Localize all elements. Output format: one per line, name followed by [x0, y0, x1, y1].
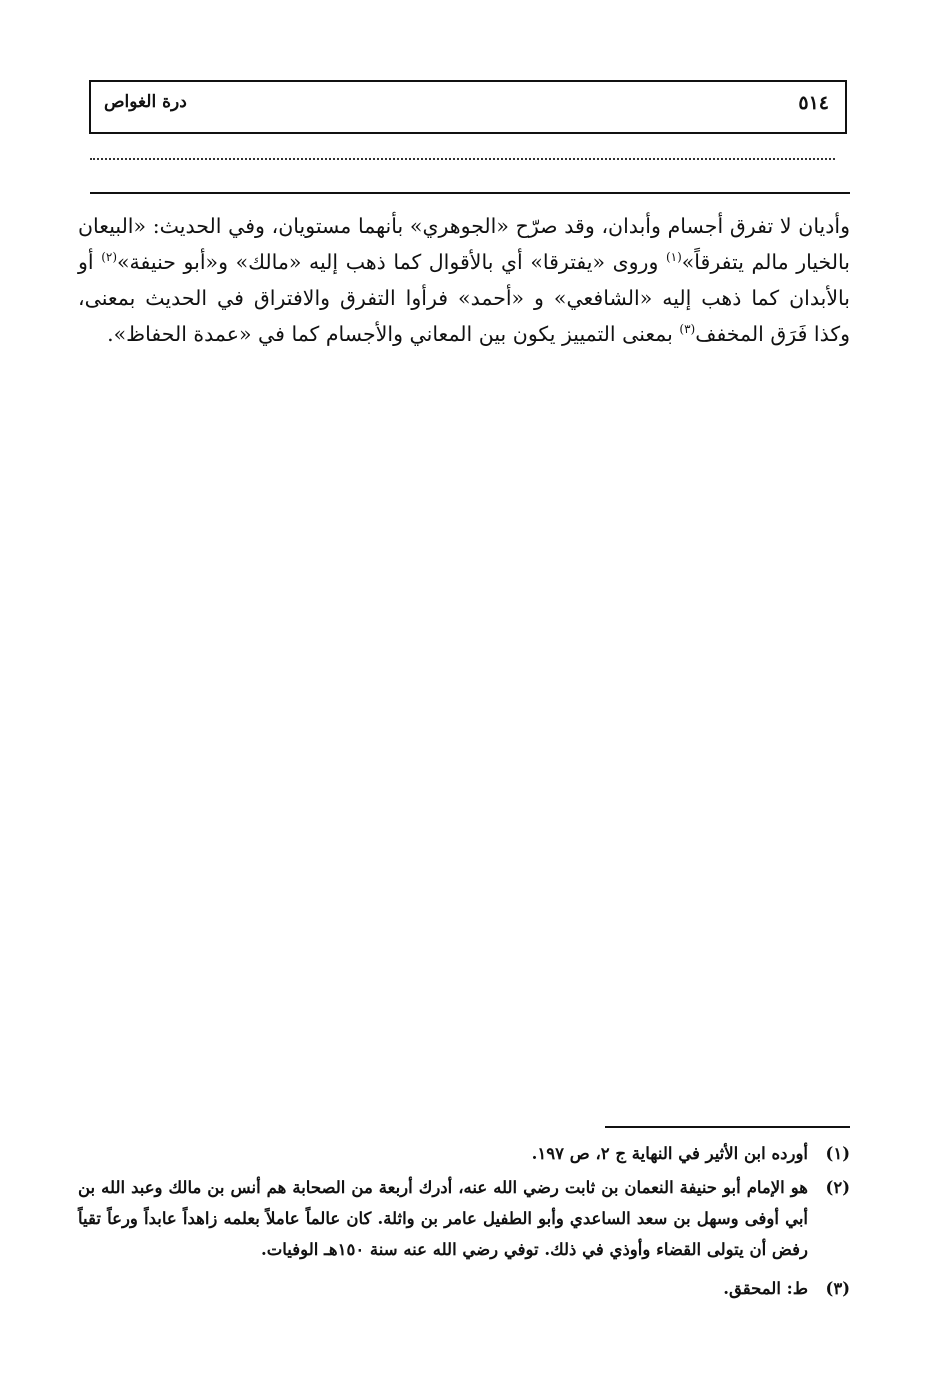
footnote-2: [78, 1172, 850, 1265]
footnote-text: ط: المحقق.: [723, 1279, 808, 1298]
footnote-text: أورده ابن الأثير في النهاية ج ٢، ص ١٩٧.: [531, 1144, 808, 1163]
footnote-marker-3: (٣): [679, 322, 696, 337]
text-segment-3: أو بالأبدان كما ذهب إليه «الشافعي» و «أحمد» فرأوا التفرق والافتراق في الحديث بمعنى، وكذا فَرَق المخفف: [78, 250, 850, 346]
paragraph-text: [78, 208, 850, 352]
footnote-1: [78, 1138, 850, 1169]
footnote-number: (٣): [825, 1279, 850, 1298]
running-header-title: درة الغواص: [104, 92, 187, 112]
footnote-marker-1: (١): [665, 250, 682, 265]
footnote-number: (٢): [825, 1178, 850, 1197]
footnote-separator: [605, 1126, 850, 1128]
text-segment-2: وروى «يفترقا» أي بالأقوال كما ذهب إليه «مالك» و«أبو حنيفة»: [117, 250, 666, 274]
footnote-text: هو الإمام أبو حنيفة النعمان بن ثابت رضي الله عنه، أدرك أربعة من الصحابة هم أنس بن مالك وعبد الله بن أبي أوفى وسهل بن سعد الساعدي وأبو الطفيل عامر بن واثلة. كان عالماً عاملاً بعلمه زاهداً عابداً ورعاً تقياً رفض أن يتولى القضاء وأوذي في ذلك. توفي رضي الله عنه سنة ١٥٠هـ الوفيات.: [78, 1178, 808, 1259]
footnote-3: [78, 1273, 850, 1304]
running-header-box: [89, 80, 847, 134]
text-top-rule: [90, 192, 850, 194]
page-number: ٥١٤: [798, 92, 829, 114]
footnote-marker-2: (٢): [101, 250, 118, 265]
text-segment-1: وأديان لا تفرق أجسام وأبدان، وقد صرّح «الجوهري» بأنهما مستويان، وفي الحديث: «البيعان بالخيار مالم يتفرقاً»: [78, 214, 850, 274]
main-paragraph: [78, 208, 850, 352]
dotted-separator: [90, 158, 835, 160]
footnotes-section: [78, 1138, 850, 1307]
text-segment-4: بمعنى التمييز يكون بين المعاني والأجسام كما في «عمدة الحفاظ».: [107, 322, 680, 346]
footnote-number: (١): [825, 1144, 850, 1163]
